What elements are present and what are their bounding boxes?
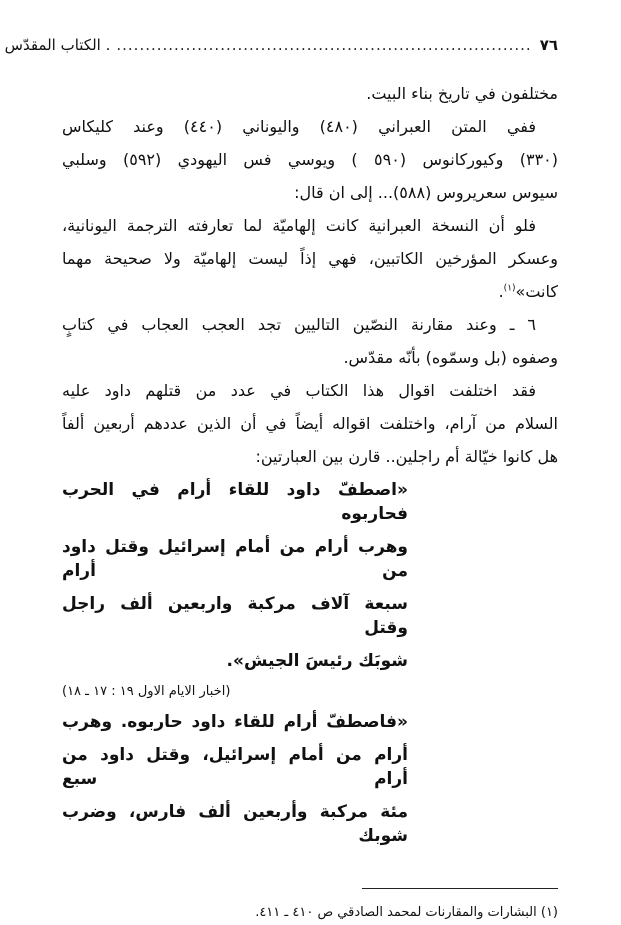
quote-line: «اصطفّ داود للقاء أرام في الحرب فحاربوه: [62, 480, 408, 524]
body-line: كانت»: [515, 282, 558, 301]
body-line: مختلفون في تاريخ بناء البيت.: [366, 84, 558, 103]
period: .: [498, 282, 504, 301]
quote-line: وهرب أرام من أمام إسرائيل وقتل داود من أرام: [62, 537, 408, 581]
quote-line: سبعة آلاف مركبة واربعين ألف راجل وقتل: [62, 594, 408, 638]
body-line: وعسكر المؤرخين الكاتبين، فهي إذاً ليست إلهاميّة ولا صحيحة مهما: [62, 249, 558, 268]
footnote: (١) البشارات والمقارنات لمحمد الصادقي ص ٤١٠ ـ ٤١١.: [255, 905, 558, 920]
quote-line: مئة مركبة وأربعين ألف فارس، وضرب شوبك: [62, 802, 408, 846]
body-line-with-footnote: [62, 280, 558, 304]
quote-line: شوبَك رئيسَ الجيش».: [226, 651, 408, 671]
quote-line: «فاصطفّ أرام للقاء داود حاربوه. وهرب: [62, 712, 408, 732]
page-number: ٧٦: [539, 36, 558, 54]
body-line: السلام من آرام، واختلفت اقواله أيضاً في أن الذين عددهم أربعين ألفاً: [62, 414, 558, 433]
body-line: (٣٣٠) وكيوركانوس (٥٩٠ ) ويوسي فس اليهودي (٥٩٢) وسلبي: [62, 150, 559, 169]
footnote-marker[interactable]: (١): [503, 283, 516, 294]
running-title: . الكتاب المقدّس: [4, 36, 111, 54]
running-header: [4, 32, 558, 58]
header-leader-dots: ........................................................................: [116, 36, 532, 54]
body-line: ففي المتن العبراني (٤٨٠) واليوناني (٤٤٠) وعند كليكاس: [62, 117, 536, 136]
body-line: وصفوه (بل وسمّوه) بأنّه مقدّس.: [343, 348, 558, 367]
body-line: فقد اختلفت اقوال هذا الكتاب في عدد من قتلهم داود عليه: [62, 381, 536, 400]
page-body: [62, 82, 558, 923]
body-line: هل كانوا خيّالة أم راجلين.. قارن بين العبارتين:: [255, 447, 558, 466]
quote-line: أرام من أمام إسرائيل، وقتل داود من أرام سبع: [62, 745, 408, 789]
footnote-separator: [362, 888, 558, 889]
body-line: فلو أن النسخة العبرانية كانت إلهاميّة لما تعارفته الترجمة اليونانية،: [62, 216, 536, 235]
body-line: ٦ ـ وعند مقارنة النصّين التاليين تجد العجب العجاب في كتابٍ: [62, 315, 536, 334]
scripture-reference: (اخبار الايام الاول ١٩ : ١٧ ـ ١٨): [62, 684, 231, 699]
body-line: سيوس سعريروس (٥٨٨)... إلى ان قال:: [294, 183, 558, 202]
